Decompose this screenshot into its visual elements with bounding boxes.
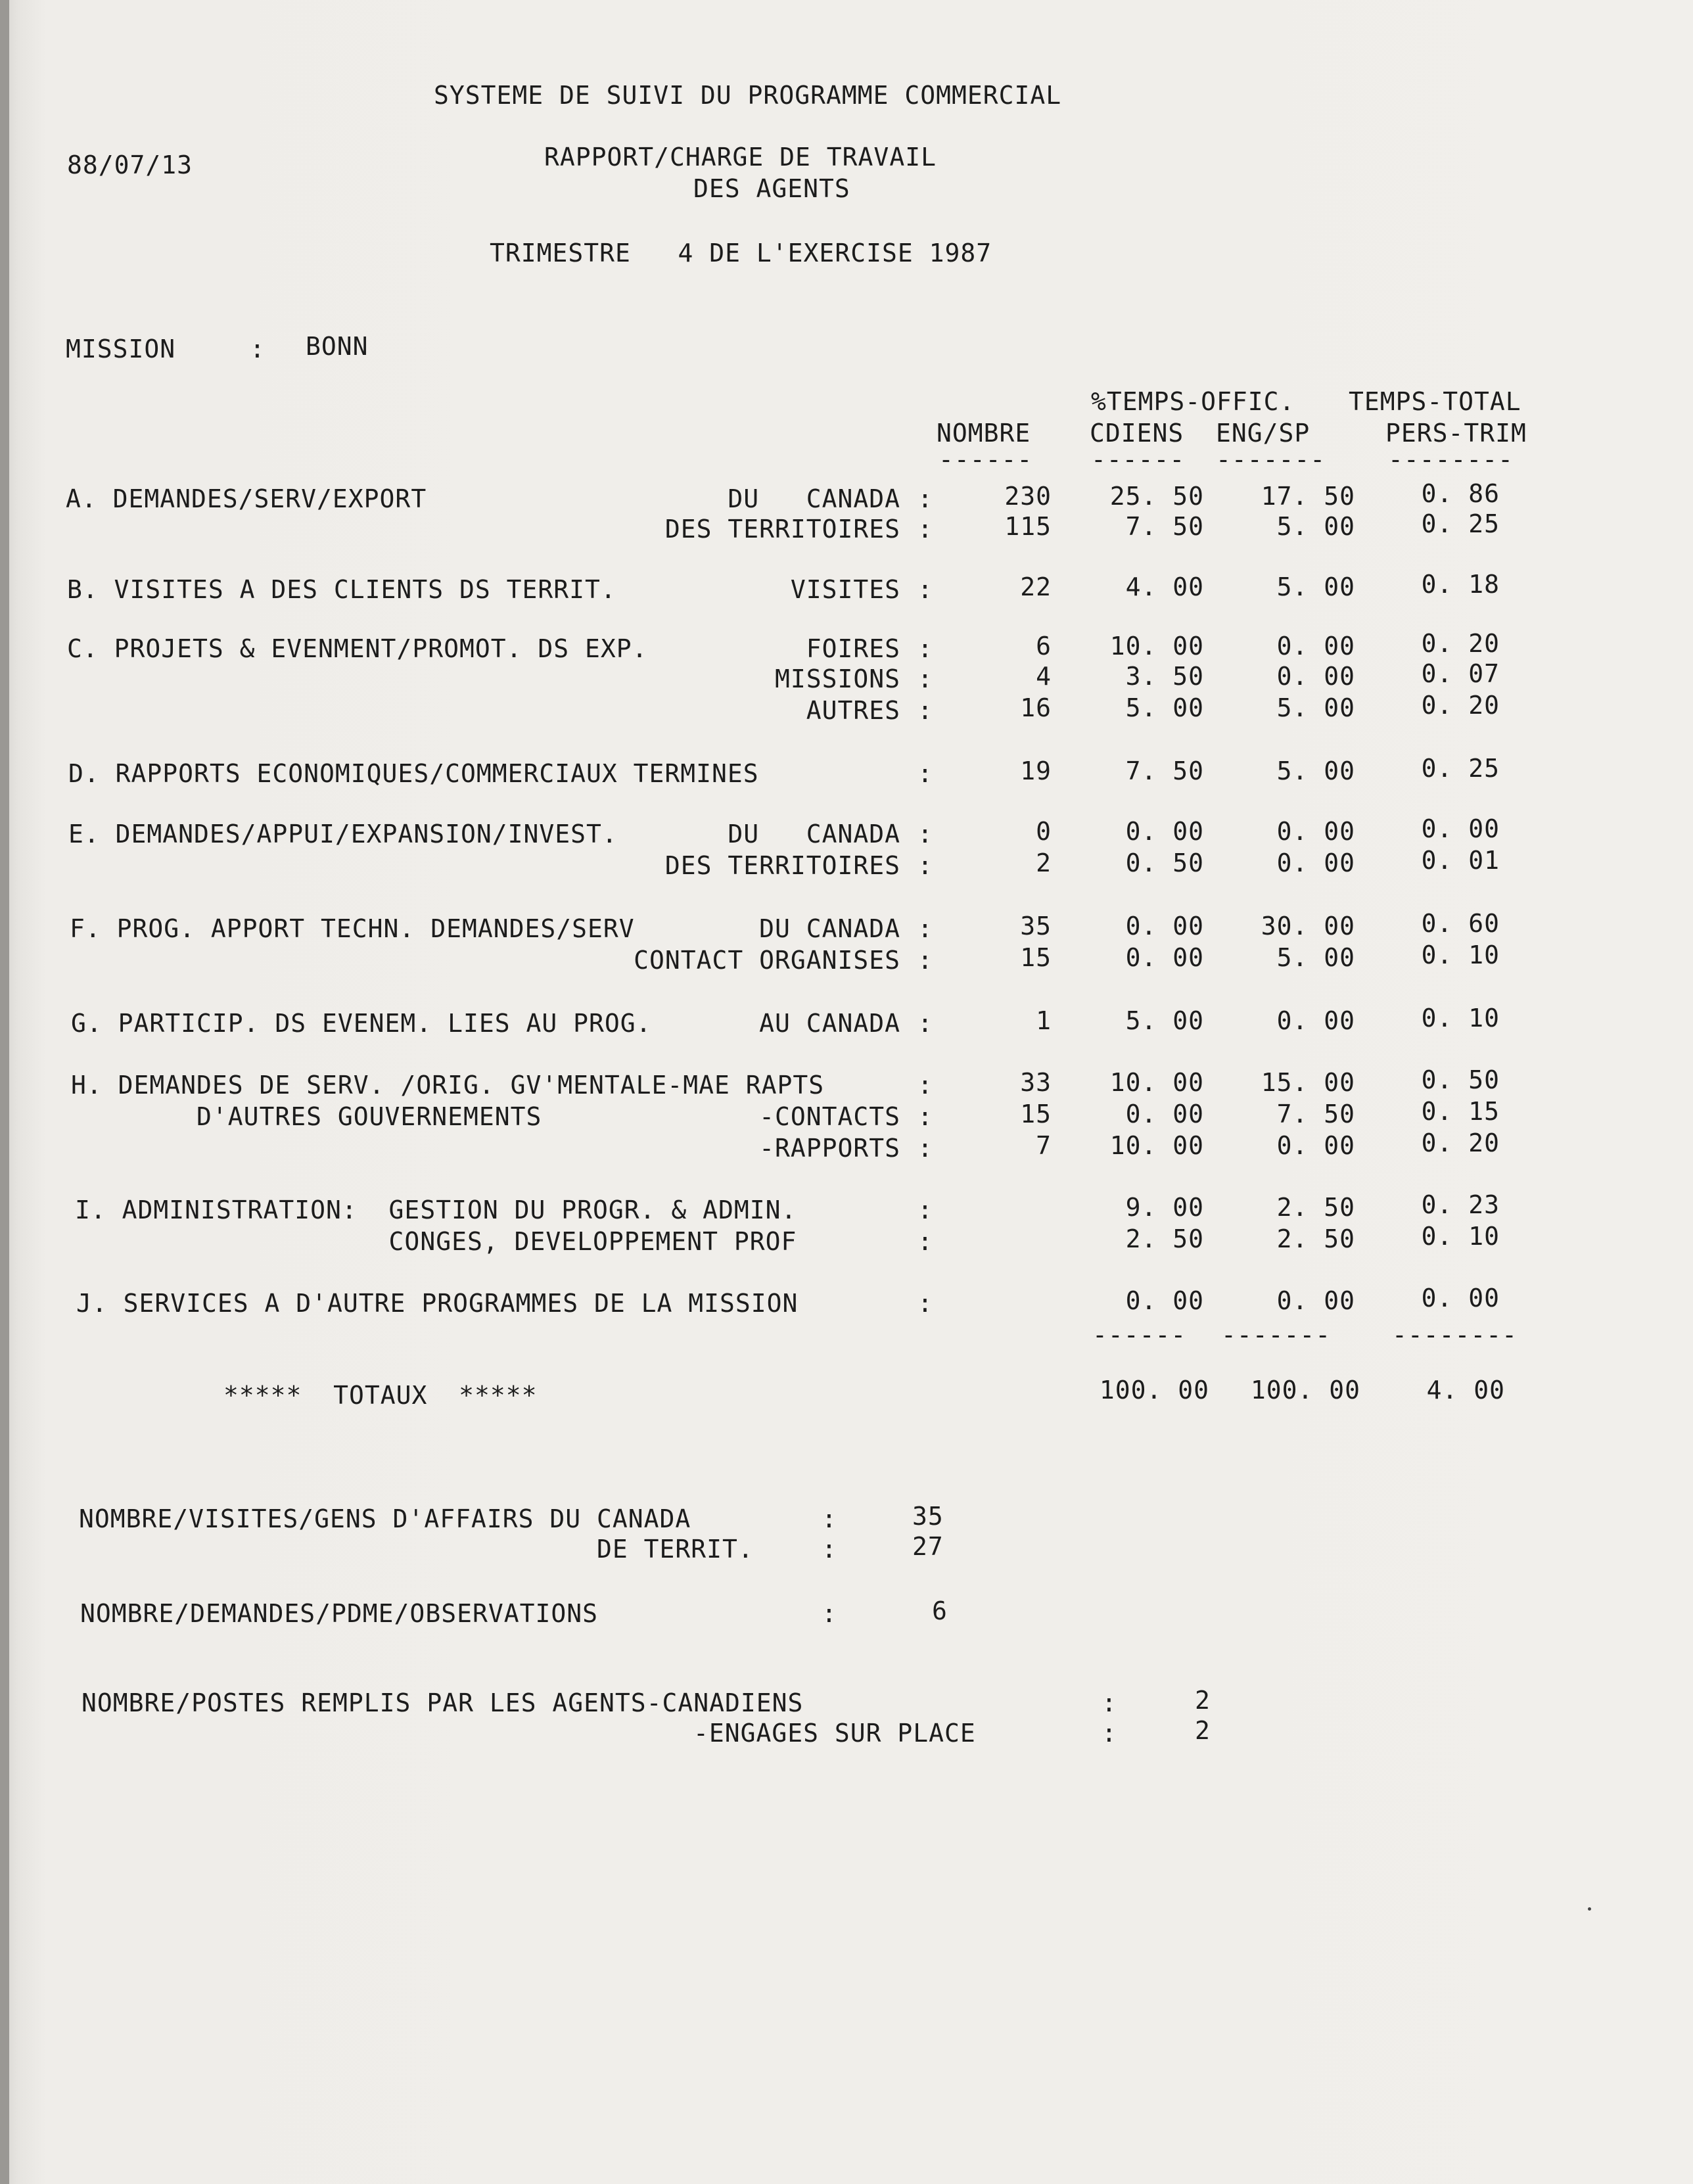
- row-cdiens: 0. 00: [1125, 1286, 1204, 1315]
- totals-label: ***** TOTAUX *****: [223, 1381, 538, 1410]
- postes-label-canadiens: NOMBRE/POSTES REMPLIS PAR LES AGENTS-CANADIENS: [81, 1688, 804, 1717]
- row-label: B. VISITES A DES CLIENTS DS TERRIT.: [67, 575, 616, 604]
- postes-value-engages: 2: [1195, 1716, 1211, 1745]
- row-separator: :: [917, 1071, 933, 1100]
- row-label: C. PROJETS & EVENMENT/PROMOT. DS EXP.: [67, 634, 648, 663]
- column-rule-pers-trim: --------: [1388, 445, 1514, 474]
- row-separator: :: [917, 664, 933, 693]
- row-label: A. DEMANDES/SERV/EXPORT: [66, 484, 427, 513]
- row-sublabel: DU CANADA: [728, 484, 900, 513]
- row-cdiens: 0. 00: [1125, 1100, 1204, 1128]
- row-separator: :: [917, 820, 933, 848]
- row-label: D. RAPPORTS ECONOMIQUES/COMMERCIAUX TERMINES: [68, 759, 759, 788]
- row-separator: :: [917, 1196, 933, 1224]
- row-cdiens: 5. 00: [1125, 693, 1204, 722]
- row-engsp: 0. 00: [1276, 1286, 1355, 1315]
- row-separator: :: [917, 1009, 933, 1038]
- row-engsp: 7. 50: [1276, 1100, 1355, 1128]
- row-engsp: 5. 00: [1276, 572, 1355, 601]
- row-pers-trim: 0. 00: [1421, 1284, 1500, 1313]
- row-sublabel: DES TERRITOIRES: [664, 515, 900, 544]
- row-label: CONGES, DEVELOPPEMENT PROF: [75, 1227, 797, 1256]
- row-pers-trim: 0. 18: [1421, 570, 1500, 599]
- row-nombre: 15: [1020, 1100, 1052, 1128]
- row-engsp: 5. 00: [1276, 943, 1355, 972]
- row-cdiens: 7. 50: [1125, 512, 1204, 541]
- row-pers-trim: 0. 07: [1421, 659, 1500, 688]
- row-sublabel: VISITES: [790, 575, 900, 604]
- column-header-engsp: ENG/SP: [1216, 419, 1310, 448]
- totals-cdiens: 100. 00: [1099, 1376, 1209, 1405]
- row-engsp: 30. 00: [1261, 912, 1355, 941]
- row-separator: :: [917, 946, 933, 975]
- row-label: E. DEMANDES/APPUI/EXPANSION/INVEST.: [68, 820, 618, 848]
- row-nombre: 1: [1036, 1006, 1052, 1035]
- paper-speck: [1588, 1907, 1591, 1911]
- column-header-cdiens: CDIENS: [1090, 419, 1184, 448]
- row-sublabel: -RAPPORTS: [759, 1134, 900, 1163]
- row-pers-trim: 0. 23: [1421, 1190, 1500, 1219]
- row-separator: :: [917, 484, 933, 513]
- row-separator: :: [917, 851, 933, 880]
- row-nombre: 15: [1020, 943, 1052, 972]
- demandes-label: NOMBRE/DEMANDES/PDME/OBSERVATIONS: [80, 1599, 598, 1628]
- row-pers-trim: 0. 10: [1421, 1222, 1500, 1251]
- column-group-pct-temps: %TEMPS-OFFIC.: [1091, 387, 1295, 416]
- row-cdiens: 0. 50: [1125, 848, 1204, 877]
- row-pers-trim: 0. 01: [1421, 846, 1500, 875]
- row-nombre: 6: [1036, 632, 1052, 661]
- row-separator: :: [917, 1134, 933, 1163]
- report-title-line-1: RAPPORT/CHARGE DE TRAVAIL: [544, 143, 937, 172]
- visites-label-territ: DE TERRIT.: [597, 1535, 754, 1564]
- totals-engsp: 100. 00: [1250, 1376, 1360, 1405]
- row-sublabel: AU CANADA: [759, 1009, 900, 1038]
- row-separator: :: [917, 634, 933, 663]
- row-sublabel: FOIRES: [806, 634, 900, 663]
- row-separator: :: [917, 914, 933, 943]
- row-cdiens: 0. 00: [1125, 912, 1204, 941]
- row-engsp: 5. 00: [1276, 512, 1355, 541]
- row-sublabel: -CONTACTS: [759, 1102, 900, 1131]
- postes-value-canadiens: 2: [1195, 1686, 1211, 1715]
- row-pers-trim: 0. 25: [1421, 509, 1500, 538]
- row-nombre: 16: [1020, 693, 1052, 722]
- row-engsp: 0. 00: [1276, 632, 1355, 661]
- row-nombre: 4: [1036, 662, 1052, 691]
- row-cdiens: 10. 00: [1109, 1068, 1204, 1097]
- totals-rule-cdiens: ------: [1092, 1320, 1187, 1349]
- row-separator: :: [917, 759, 933, 788]
- row-nombre: 19: [1020, 756, 1052, 785]
- column-rule-cdiens: ------: [1091, 445, 1186, 474]
- row-engsp: 0. 00: [1276, 1006, 1355, 1035]
- row-cdiens: 5. 00: [1125, 1006, 1204, 1035]
- row-separator: :: [917, 515, 933, 544]
- visites-separator-territ: :: [822, 1535, 837, 1564]
- row-pers-trim: 0. 86: [1421, 479, 1500, 508]
- totals-pers-trim: 4. 00: [1426, 1376, 1505, 1405]
- row-cdiens: 0. 00: [1125, 817, 1204, 846]
- row-pers-trim: 0. 10: [1421, 1004, 1500, 1033]
- row-pers-trim: 0. 20: [1421, 691, 1500, 720]
- row-cdiens: 7. 50: [1125, 756, 1204, 785]
- row-label: D'AUTRES GOUVERNEMENTS: [71, 1102, 542, 1131]
- row-label: G. PARTICIP. DS EVENEM. LIES AU PROG.: [71, 1009, 652, 1038]
- row-engsp: 5. 00: [1276, 693, 1355, 722]
- column-group-temps-total: TEMPS-TOTAL: [1349, 387, 1521, 416]
- row-sublabel: DES TERRITOIRES: [664, 851, 900, 880]
- row-cdiens: 9. 00: [1125, 1193, 1204, 1222]
- postes-separator-engages: :: [1102, 1719, 1117, 1748]
- visites-value-canada: 35: [912, 1502, 944, 1531]
- row-sublabel: CONTACT ORGANISES: [634, 946, 900, 975]
- row-sublabel: MISSIONS: [774, 664, 900, 693]
- row-engsp: 5. 00: [1276, 756, 1355, 785]
- demandes-separator: :: [822, 1599, 837, 1628]
- visites-value-territ: 27: [912, 1532, 944, 1561]
- row-engsp: 0. 00: [1276, 848, 1355, 877]
- row-pers-trim: 0. 10: [1421, 941, 1500, 969]
- row-label: H. DEMANDES DE SERV. /ORIG. GV'MENTALE-MAE RAPTS: [71, 1071, 825, 1100]
- row-cdiens: 25. 50: [1109, 482, 1204, 511]
- row-label: I. ADMINISTRATION: GESTION DU PROGR. & ADMIN.: [75, 1196, 797, 1224]
- report-period: TRIMESTRE 4 DE L'EXERCISE 1987: [490, 239, 992, 267]
- mission-value: BONN: [306, 332, 369, 361]
- postes-separator-canadiens: :: [1102, 1688, 1117, 1717]
- totals-rule-engsp: -------: [1221, 1320, 1332, 1349]
- mission-label: MISSION: [66, 335, 176, 363]
- column-header-pers-trim: PERS-TRIM: [1385, 419, 1527, 448]
- row-nombre: 33: [1020, 1068, 1052, 1097]
- mission-separator: :: [250, 335, 266, 363]
- column-header-nombre: NOMBRE: [937, 419, 1031, 448]
- row-pers-trim: 0. 20: [1421, 629, 1500, 658]
- visites-label-canada: NOMBRE/VISITES/GENS D'AFFAIRS DU CANADA: [79, 1504, 691, 1533]
- row-nombre: 22: [1020, 572, 1052, 601]
- row-cdiens: 4. 00: [1125, 572, 1204, 601]
- row-pers-trim: 0. 25: [1421, 754, 1500, 783]
- row-cdiens: 3. 50: [1125, 662, 1204, 691]
- row-engsp: 17. 50: [1261, 482, 1355, 511]
- report-title-line-2: DES AGENTS: [693, 174, 850, 203]
- row-pers-trim: 0. 50: [1421, 1065, 1500, 1094]
- row-cdiens: 10. 00: [1109, 632, 1204, 661]
- row-pers-trim: 0. 15: [1421, 1097, 1500, 1126]
- row-engsp: 0. 00: [1276, 662, 1355, 691]
- row-separator: :: [917, 1102, 933, 1131]
- postes-label-engages: -ENGAGES SUR PLACE: [693, 1719, 976, 1748]
- row-nombre: 35: [1020, 912, 1052, 941]
- row-pers-trim: 0. 20: [1421, 1128, 1500, 1157]
- row-separator: :: [917, 696, 933, 725]
- row-engsp: 2. 50: [1276, 1193, 1355, 1222]
- totals-rule-pers-trim: --------: [1392, 1320, 1518, 1349]
- demandes-value: 6: [932, 1596, 948, 1625]
- row-separator: :: [917, 1227, 933, 1256]
- row-cdiens: 0. 00: [1125, 943, 1204, 972]
- row-pers-trim: 0. 60: [1421, 909, 1500, 938]
- row-engsp: 2. 50: [1276, 1224, 1355, 1253]
- column-rule-nombre: ------: [939, 445, 1033, 474]
- row-nombre: 7: [1036, 1131, 1052, 1160]
- row-nombre: 115: [1004, 512, 1052, 541]
- row-sublabel: DU CANADA: [728, 820, 900, 848]
- row-label: F. PROG. APPORT TECHN. DEMANDES/SERV: [70, 914, 635, 943]
- row-pers-trim: 0. 00: [1421, 814, 1500, 843]
- row-sublabel: AUTRES: [806, 696, 900, 725]
- row-nombre: 2: [1036, 848, 1052, 877]
- report-date: 88/07/13: [67, 151, 193, 179]
- row-engsp: 15. 00: [1261, 1068, 1355, 1097]
- system-title: SYSTEME DE SUIVI DU PROGRAMME COMMERCIAL: [434, 81, 1062, 110]
- row-cdiens: 2. 50: [1125, 1224, 1204, 1253]
- row-separator: :: [917, 1289, 933, 1318]
- row-cdiens: 10. 00: [1109, 1131, 1204, 1160]
- row-engsp: 0. 00: [1276, 1131, 1355, 1160]
- row-separator: :: [917, 575, 933, 604]
- row-nombre: 230: [1004, 482, 1052, 511]
- row-label: J. SERVICES A D'AUTRE PROGRAMMES DE LA MISSION: [76, 1289, 799, 1318]
- page-edge: [0, 0, 9, 2184]
- row-nombre: 0: [1036, 817, 1052, 846]
- visites-separator-canada: :: [822, 1504, 837, 1533]
- column-rule-engsp: -------: [1216, 445, 1326, 474]
- row-sublabel: DU CANADA: [759, 914, 900, 943]
- row-engsp: 0. 00: [1276, 817, 1355, 846]
